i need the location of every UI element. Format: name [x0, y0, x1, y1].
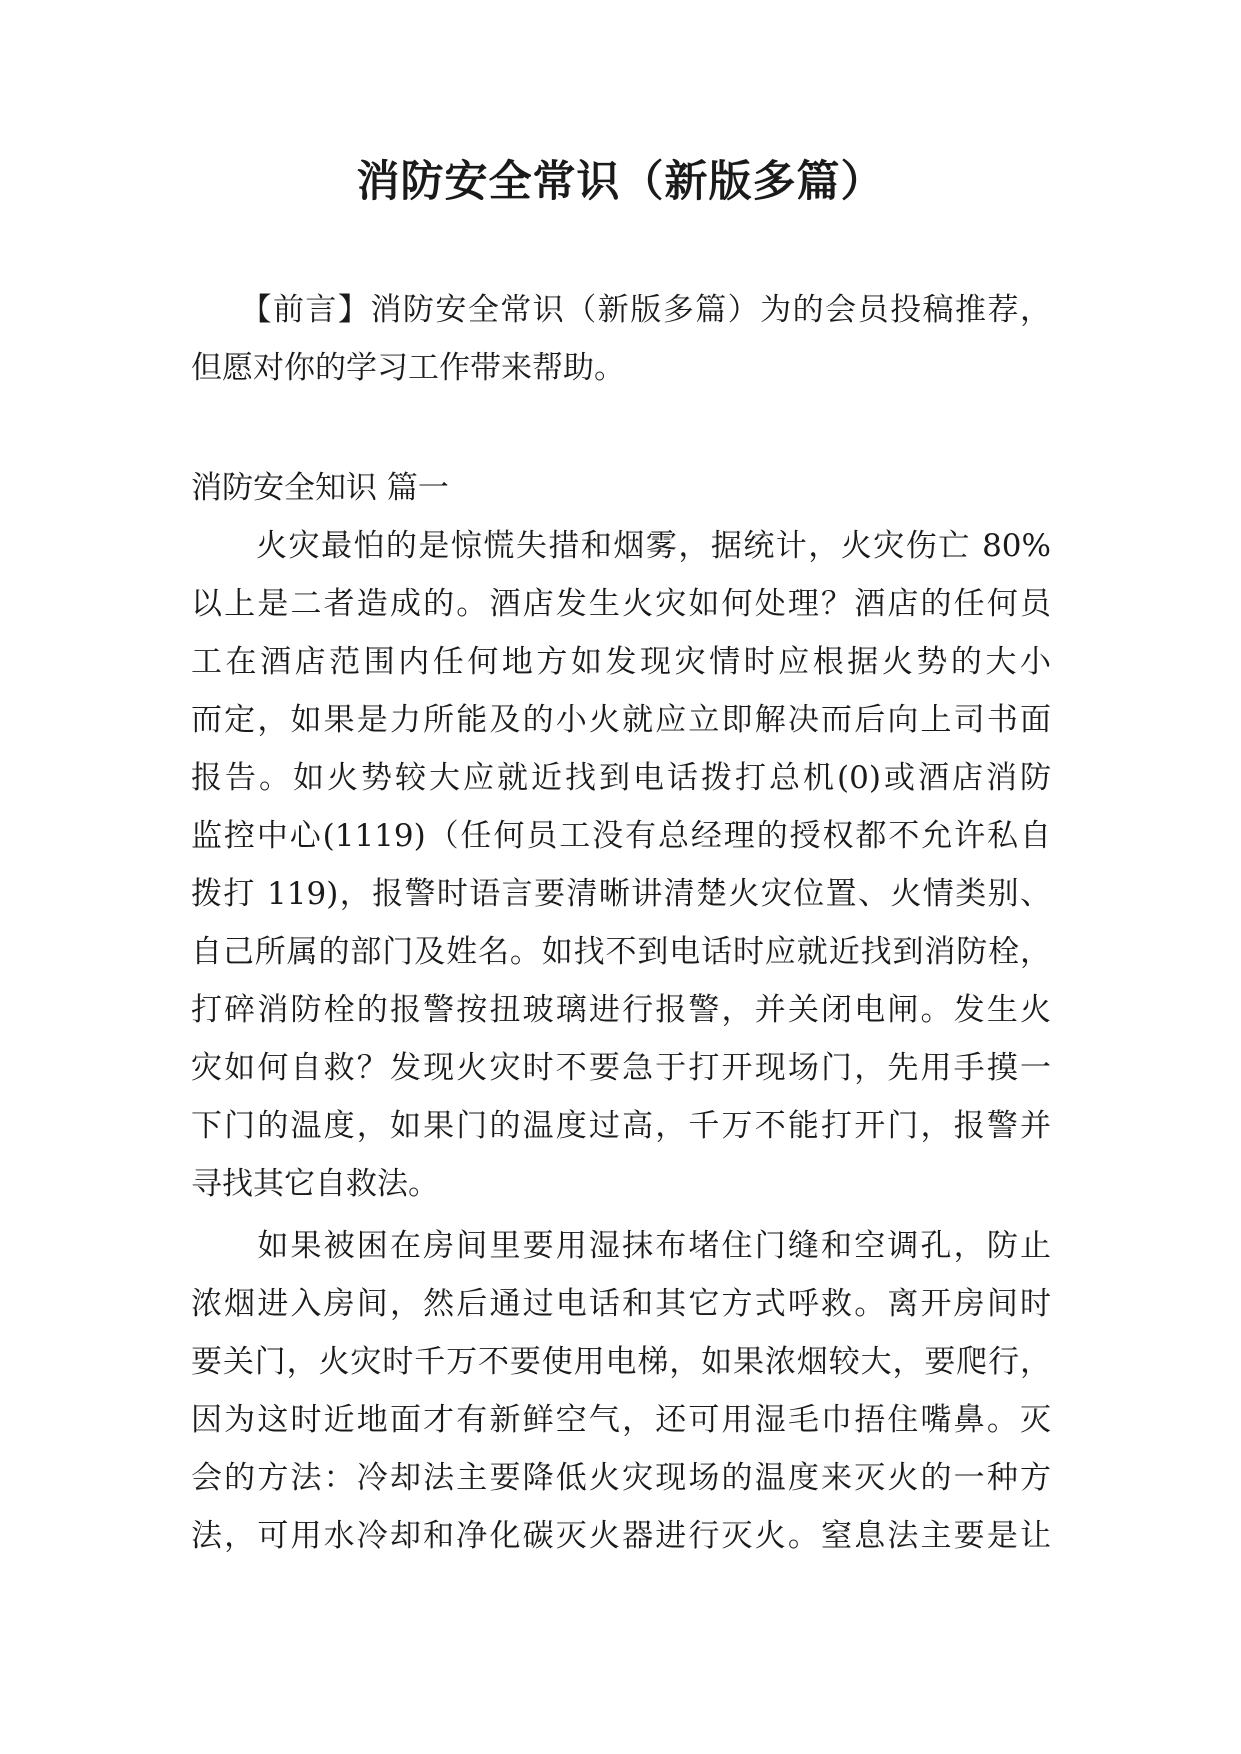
body-line: 灾如何自救？发现火灾时不要急于打开现场门，先用手摸一 [191, 1050, 1051, 1086]
body-line: 报告。如火势较大应就近找到电话拨打总机(0)或酒店消防 [191, 760, 1051, 796]
body-line: 浓烟进入房间，然后通过电话和其它方式呼救。离开房间时 [191, 1286, 1051, 1322]
body-line: 火灾最怕的是惊慌失措和烟雾，据统计，火灾伤亡 80% [191, 528, 1051, 564]
body-line: 以上是二者造成的。酒店发生火灾如何处理？酒店的任何员 [191, 586, 1051, 622]
section-heading: 消防安全知识 篇一 [191, 470, 449, 506]
body-line: 会的方法：冷却法主要降低火灾现场的温度来灭火的一种方 [191, 1460, 1051, 1496]
body-line: 自己所属的部门及姓名。如找不到电话时应就近找到消防栓， [191, 934, 1051, 970]
preface-line: 【前言】消防安全常识（新版多篇）为的会员投稿推荐， [191, 292, 1051, 328]
body-line: 监控中心(1119)（任何员工没有总经理的授权都不允许私自 [191, 818, 1051, 854]
preface-line: 但愿对你的学习工作带来帮助。 [191, 350, 625, 386]
body-line: 拨打 119)，报警时语言要清晰讲清楚火灾位置、火情类别、 [191, 876, 1051, 912]
body-line: 要关门，火灾时千万不要使用电梯，如果浓烟较大，要爬行， [191, 1344, 1051, 1380]
body-line: 工在酒店范围内任何地方如发现灾情时应根据火势的大小 [191, 644, 1051, 680]
body-line: 打碎消防栓的报警按扭玻璃进行报警，并关闭电闸。发生火 [191, 992, 1051, 1028]
body-line: 而定，如果是力所能及的小火就应立即解决而后向上司书面 [191, 702, 1051, 738]
body-line: 寻找其它自救法。 [191, 1166, 439, 1202]
page-title: 消防安全常识（新版多篇） [356, 157, 885, 207]
body-line: 下门的温度，如果门的温度过高，千万不能打开门，报警并 [191, 1108, 1051, 1144]
body-line: 如果被困在房间里要用湿抹布堵住门缝和空调孔，防止 [191, 1228, 1051, 1264]
body-line: 法，可用水冷却和净化碳灭火器进行灭火。窒息法主要是让 [191, 1518, 1051, 1554]
body-line: 因为这时近地面才有新鲜空气，还可用湿毛巾捂住嘴鼻。灭 [191, 1402, 1051, 1438]
